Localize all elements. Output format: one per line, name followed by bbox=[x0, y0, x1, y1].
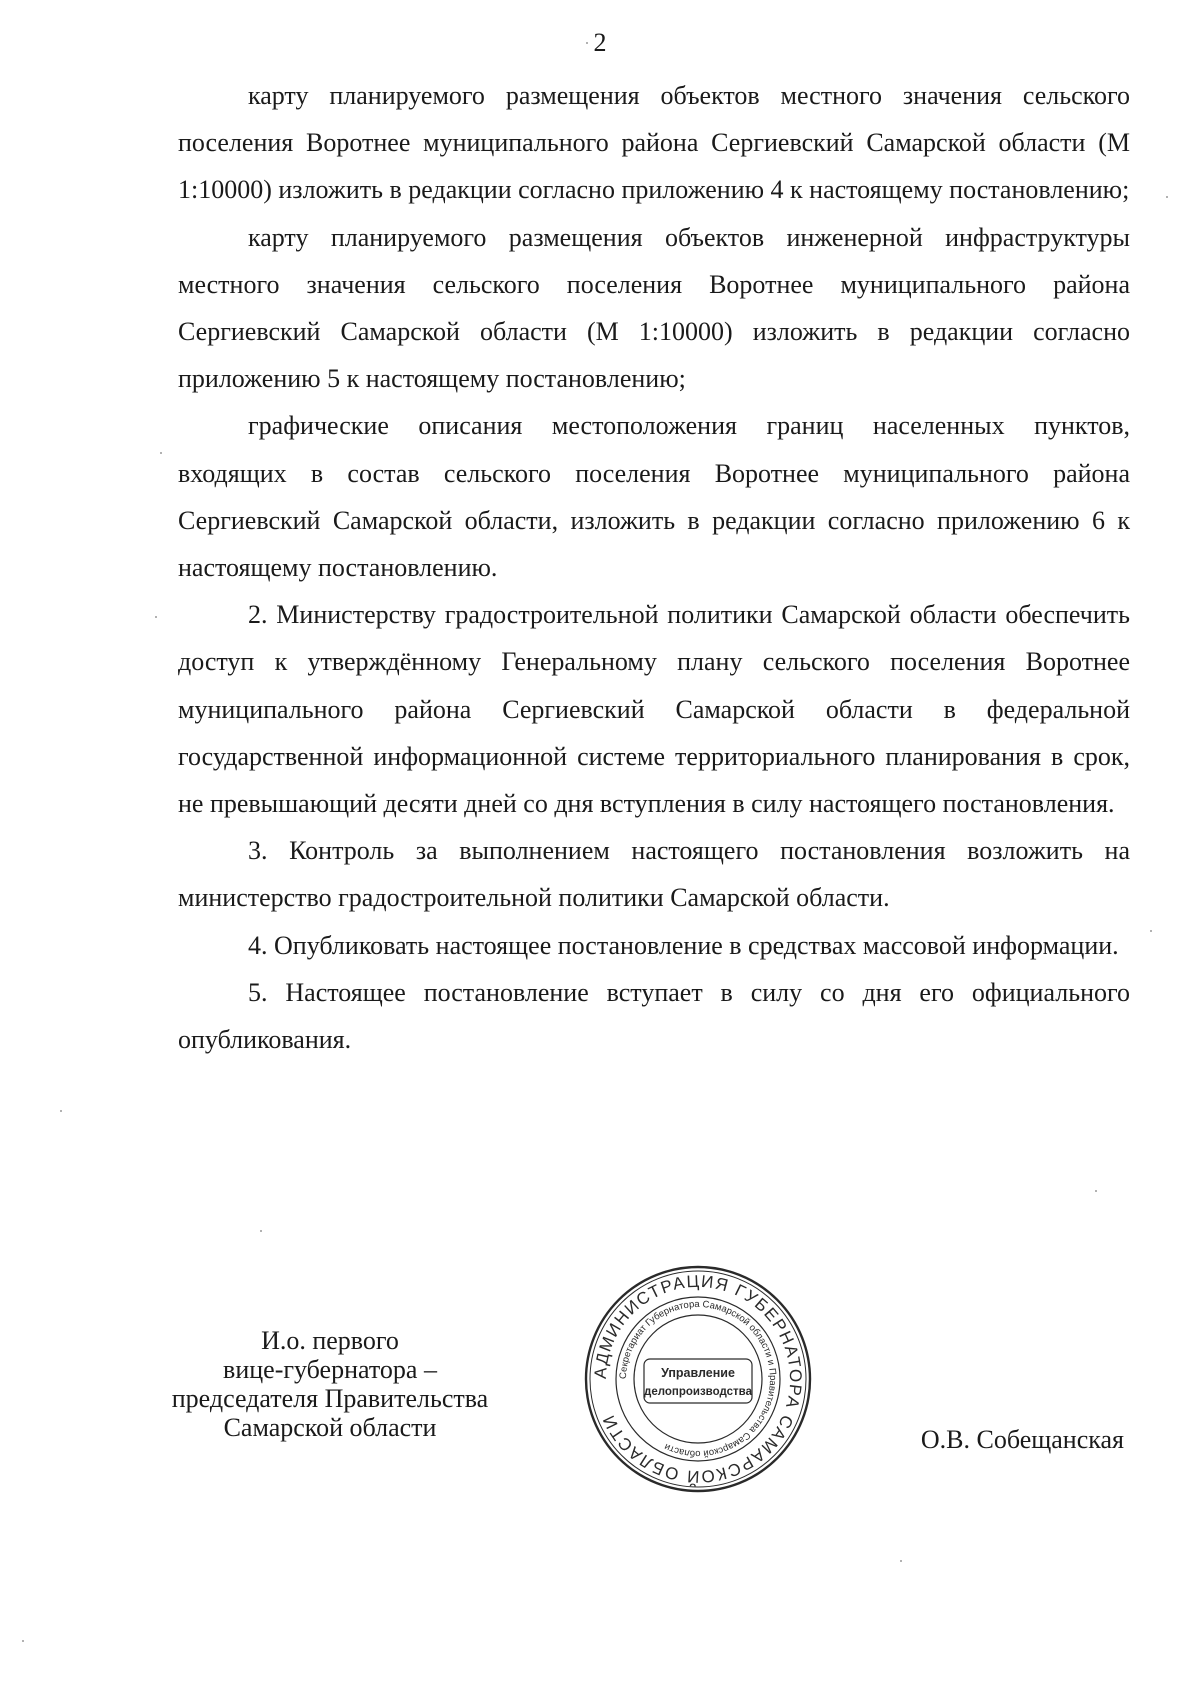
page-number: 2 bbox=[593, 28, 607, 57]
paragraph-item-4: 4. Опубликовать настоящее постановление в средствах массовой информации. bbox=[248, 930, 1119, 960]
paragraph-item-5: 5. Настоящее постановление вступает в силу со дня его официального опубликования. bbox=[178, 977, 1130, 1055]
scan-speck bbox=[60, 1110, 62, 1112]
paragraph-map-local-objects: карту планируемого размещения объектов местного значения сельского поселения Воротнее муниципального района Сергиевский Самарской области (М 1:10000) изложить в редакции согласно приложению 4 к настоящему постановлению; bbox=[178, 81, 1130, 205]
scan-speck bbox=[586, 42, 588, 44]
paragraph-graphic-descriptions: графические описания местоположения границ населенных пунктов, входящих в состав сельского поселения Воротнее муниципального района Сергиевский Самарской области, изложить в редакции согласно приложению 6 к настоящему постановлению. bbox=[178, 411, 1130, 583]
scan-speck bbox=[260, 1230, 262, 1232]
signatory-name: О.В. Собещанская bbox=[920, 1425, 1124, 1454]
paragraph-item-2: 2. Министерству градостроительной политики Самарской области обеспечить доступ к утверждённому Генеральному плану сельского поселения Воротнее муниципального района Сергиевский Самарской области в федеральной государственной информационной системе территориального планирования в срок, не превышающий десяти дней со дня вступления в силу настоящего постановления. bbox=[178, 600, 1130, 819]
scan-speck bbox=[160, 452, 162, 454]
signatory-position-line: Самарской области bbox=[223, 1413, 437, 1442]
signatory-position bbox=[130, 1326, 530, 1442]
paragraph-item-3: 3. Контроль за выполнением настоящего постановления возложить на министерство градостроительной политики Самарской области. bbox=[178, 836, 1130, 913]
official-seal bbox=[582, 1263, 814, 1495]
signatory-position-line: председателя Правительства bbox=[171, 1384, 489, 1413]
scan-speck bbox=[1166, 196, 1168, 198]
seal-center-line-1: Управление bbox=[661, 1366, 735, 1380]
seal-outer-text: АДМИНИСТРАЦИЯ ГУБЕРНАТОРА САМАРСКОЙ ОБЛАСТИ bbox=[590, 1271, 806, 1487]
paragraph-map-infrastructure: карту планируемого размещения объектов инженерной инфраструктуры местного значения сельского поселения Воротнее муниципального района Сергиевский Самарской области (М 1:10000) изложить в редакции согласно приложению 5 к настоящему постановлению; bbox=[178, 222, 1130, 394]
scan-speck bbox=[155, 616, 157, 618]
scan-speck bbox=[1150, 930, 1152, 932]
signatory-position-line: И.о. первого bbox=[261, 1326, 399, 1355]
document-body bbox=[178, 72, 1130, 1063]
scan-speck bbox=[1095, 1190, 1097, 1192]
seal-center-line-2: делопроизводства bbox=[644, 1386, 752, 1398]
seal-graphic bbox=[582, 1263, 814, 1495]
signatory-position-line: вице-губернатора – bbox=[223, 1355, 437, 1384]
scan-speck bbox=[900, 1560, 902, 1562]
scan-speck bbox=[22, 1640, 24, 1642]
seal-inner-text: Секретариат Губернатора Самарской области и Правительства Самарской области bbox=[617, 1298, 779, 1460]
